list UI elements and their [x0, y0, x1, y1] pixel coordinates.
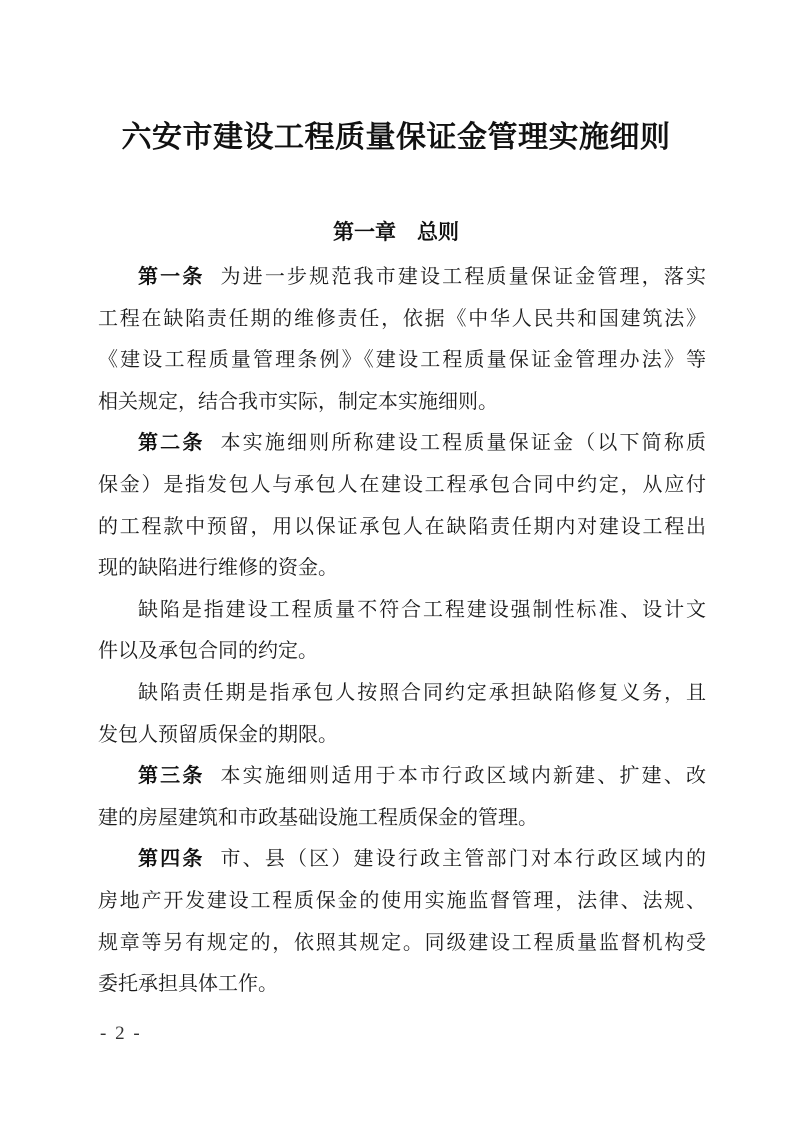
line-text: 件以及承包合同的约定。 — [98, 640, 318, 663]
body-line — [98, 673, 706, 715]
article-number: 第三条 — [138, 765, 205, 788]
line-text: 委托承担具体工作。 — [98, 973, 278, 996]
page-number: - 2 - — [100, 1023, 142, 1044]
body-line — [98, 798, 706, 840]
line-text: 市、县（区）建设行政主管部门对本行政区域内的 — [220, 848, 706, 871]
document-title: 六安市建设工程质量保证金管理实施细则 — [121, 121, 671, 154]
line-text: 现的缺陷进行维修的资金。 — [98, 557, 338, 580]
article-number: 第二条 — [138, 432, 205, 455]
body-line — [98, 548, 706, 590]
body-line — [98, 423, 706, 465]
line-text: 缺陷责任期是指承包人按照合同约定承担缺陷修复义务，且 — [138, 681, 706, 704]
body-line — [98, 923, 706, 965]
line-text: 建的房屋建筑和市政基础设施工程质保金的管理。 — [98, 806, 538, 829]
body-line — [98, 507, 706, 549]
body-line — [98, 382, 706, 424]
body-line — [98, 590, 706, 632]
document-body — [98, 257, 706, 1006]
article-number: 第一条 — [138, 266, 205, 288]
body-line — [98, 756, 706, 798]
article-number: 第四条 — [138, 848, 205, 871]
line-text: 工程在缺陷责任期的维修责任，依据《中华人民共和国建筑法》 — [98, 307, 706, 330]
line-text: 房地产开发建设工程质保金的使用实施监督管理，法律、法规、 — [98, 889, 706, 912]
body-line — [98, 631, 706, 673]
chapter-heading: 第一章 总则 — [333, 220, 459, 244]
body-line — [98, 964, 706, 1006]
body-line — [98, 839, 706, 881]
line-text: 为进一步规范我市建设工程质量保证金管理，落实 — [220, 266, 706, 288]
line-text: 相关规定，结合我市实际，制定本实施细则。 — [98, 390, 498, 413]
body-line — [98, 299, 706, 341]
line-text: 规章等另有规定的，依照其规定。同级建设工程质量监督机构受 — [98, 931, 706, 954]
line-text: 的工程款中预留，用以保证承包人在缺陷责任期内对建设工程出 — [98, 515, 706, 538]
line-text: 缺陷是指建设工程质量不符合工程建设强制性标准、设计文 — [138, 598, 706, 621]
body-line — [98, 881, 706, 923]
body-line — [98, 340, 706, 382]
body-line — [98, 465, 706, 507]
line-text: 《建设工程质量管理条例》《建设工程质量保证金管理办法》等 — [98, 349, 706, 372]
line-text: 本实施细则所称建设工程质量保证金（以下简称质 — [220, 432, 706, 455]
body-line — [98, 257, 706, 299]
body-line — [98, 715, 706, 757]
line-text: 发包人预留质保金的期限。 — [98, 723, 338, 746]
line-text: 保金）是指发包人与承包人在建设工程承包合同中约定，从应付 — [98, 473, 706, 496]
line-text: 本实施细则适用于本市行政区域内新建、扩建、改 — [220, 765, 706, 788]
